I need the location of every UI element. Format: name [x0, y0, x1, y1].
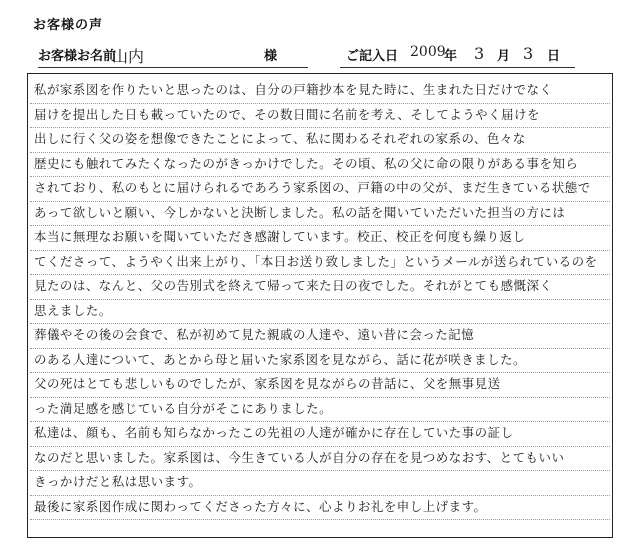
comment-line: 葬儀やその後の会食で、私が初めて見た親戚の人達や、遠い昔に会った記憶: [34, 327, 475, 342]
ruled-line: [30, 176, 610, 177]
ruled-line: [30, 225, 610, 226]
day-unit: 日: [547, 49, 561, 64]
honorific-label: 様: [264, 49, 278, 64]
comment-line: 届けを提出した日も載っていたので、その数日間に名前を考え、そしてようやく届けを: [34, 106, 540, 122]
comment-line: 思えました。: [34, 302, 112, 318]
month-unit: 月: [497, 49, 511, 64]
customer-name-value: 山内: [112, 47, 145, 66]
comment-line: きっかけだと私は思います。: [34, 474, 202, 489]
comment-line: 私が家系図を作りたいと思ったのは、自分の戸籍抄本を見た時に、生まれた日だけでなく: [34, 82, 553, 97]
ruled-line: [30, 103, 610, 104]
year-unit: 年: [444, 49, 458, 64]
comment-line: 最後に家系図作成に関わってくださった方々に、心よりお礼を申し上げます。: [34, 498, 487, 514]
name-underline: [38, 67, 308, 68]
ruled-line: [30, 250, 610, 251]
date-label: ご記入日: [346, 49, 399, 64]
comment-line: あって欲しいと願い、今しかないと決断しました。私の話を聞いていただいた担当の方には: [34, 204, 566, 220]
form-title: お客様の声: [33, 18, 104, 33]
year-value: 2009: [410, 44, 446, 60]
comment-line: なのだと思いました。家系図は、今生きている人が自分の存在を見つめなおす、とてもいい: [34, 449, 565, 465]
ruled-line: [30, 201, 610, 202]
comment-line: った満足感を感じている自分がそこにありました。: [34, 400, 333, 416]
comment-line: 歴史にも触れてみたくなったのがきっかけでした。その頃、私の父に命の限りがある事を知ら: [34, 155, 579, 171]
ruled-line: [30, 127, 610, 128]
customer-name-label: お客様お名前: [38, 49, 117, 64]
ruled-line: [30, 421, 610, 422]
comment-line: てくださって、ようやく出来上がり、「本日お送り致しました」というメールが送られているのを: [34, 253, 598, 269]
comment-line: されており、私のもとに届けられるであろう家系図の、戸籍の中の父が、まだ生きている状態で: [34, 180, 591, 195]
ruled-line: [30, 323, 610, 324]
ruled-line: [30, 495, 610, 496]
ruled-line: [30, 519, 610, 520]
ruled-line: [30, 348, 610, 349]
comment-line: 私達は、顔も、名前も知らなかったこの先祖の人達が確かに存在していた事の証し: [34, 425, 514, 440]
ruled-line: [30, 446, 610, 447]
comment-line: 出しに行く父の姿を想像できたことによって、私に関わるそれぞれの家系の、色々な: [34, 131, 526, 146]
ruled-line: [30, 299, 610, 300]
day-value: 3: [523, 44, 534, 63]
ruled-line: [30, 470, 610, 471]
date-underline: [340, 67, 575, 68]
comment-line: のある人達について、あとから母と届いた家系図を見ながら、話に花が咲きました。: [34, 351, 527, 367]
comment-line: 見たのは、なんと、父の告別式を終えて帰って来た日の夜でした。それがとても感慨深く: [34, 278, 553, 293]
ruled-line: [30, 372, 610, 373]
comment-line: 本当に無理なお願いを聞いていただき感謝しています。校正、校正を何度も繰り返し: [34, 229, 526, 244]
month-value: 3: [474, 44, 485, 63]
form-header-row: [0, 40, 625, 70]
ruled-line: [30, 152, 610, 153]
comment-line: 父の死はとても悲しいものでしたが、家系図を見ながらの昔話に、父を無事見送: [34, 376, 501, 391]
ruled-line: [30, 274, 610, 275]
ruled-line: [30, 397, 610, 398]
